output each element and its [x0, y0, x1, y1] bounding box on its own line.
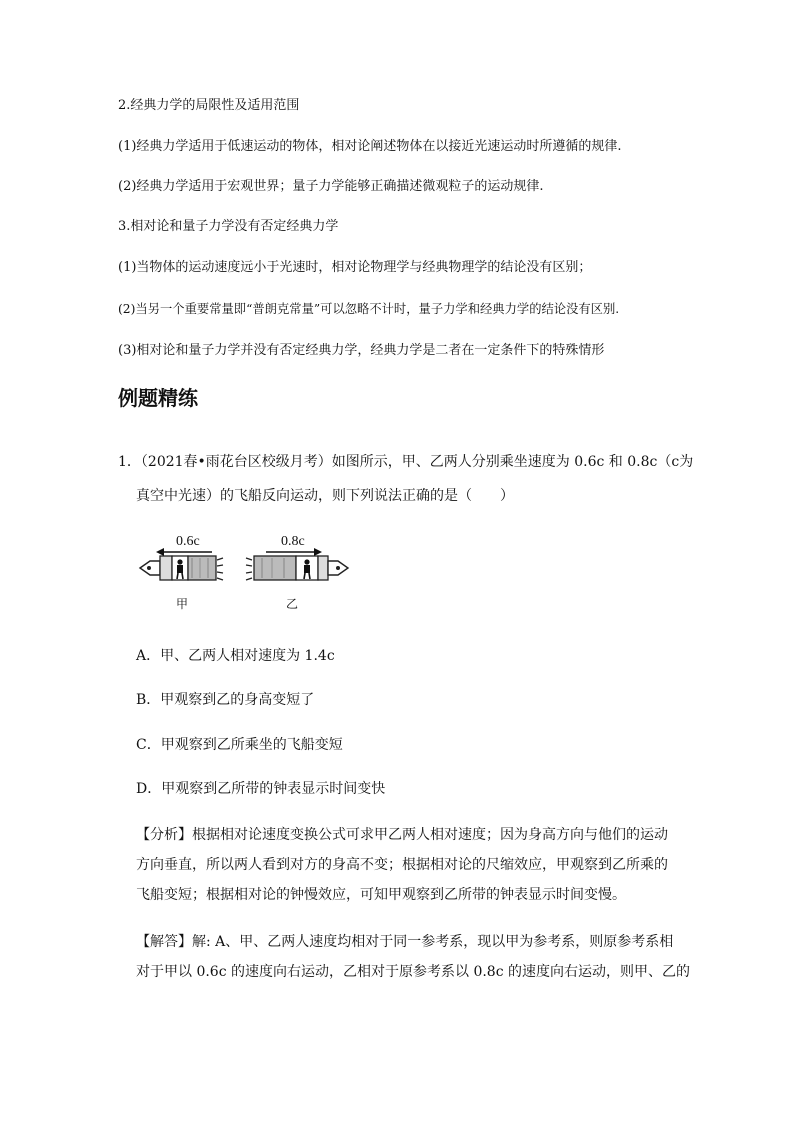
option-c: C．甲观察到乙所乘坐的飞船变短 [136, 737, 343, 753]
analysis-line1: 【分析】根据相对论速度变换公式可求甲乙两人相对速度；因为身高方向与他们的运动 [136, 827, 668, 843]
section3-title: 3.相对论和量子力学没有否定经典力学 [118, 219, 339, 234]
left-spaceship [140, 556, 223, 580]
solution-line2: 对于甲以 0.6c 的速度向右运动，乙相对于原参考系以 0.8c 的速度向右运动，则甲、乙的 [136, 964, 691, 980]
spaceship-diagram [136, 528, 356, 618]
right-spaceship [246, 556, 348, 580]
section2-title: 2.经典力学的局限性及适用范围 [118, 98, 300, 113]
section3-item2: (2)当另一个重要常量即“普朗克常量”可以忽略不计时，量子力学和经典力学的结论没有区别. [118, 302, 620, 316]
question-line2: 真空中光速）的飞船反向运动，则下列说法正确的是（ ） [136, 488, 514, 504]
option-a: A．甲、乙两人相对速度为 1.4c [136, 648, 335, 664]
left-speed-label: 0.6c [176, 534, 200, 549]
right-speed-label: 0.8c [281, 534, 305, 549]
section2-item2: (2)经典力学适用于宏观世界；量子力学能够正确描述微观粒子的运动规律. [118, 179, 544, 194]
solution-line1: 【解答】解: A、甲、乙两人速度均相对于同一参考系，现以甲为参考系，则原参考系相 [136, 934, 674, 950]
analysis-line2: 方向垂直，所以两人看到对方的身高不变；根据相对论的尺缩效应，甲观察到乙所乘的 [136, 857, 668, 873]
option-b: B．甲观察到乙的身高变短了 [136, 692, 315, 708]
section3-item3: (3)相对论和量子力学并没有否定经典力学，经典力学是二者在一定条件下的特殊情形 [118, 343, 605, 358]
option-d: D．甲观察到乙所带的钟表显示时间变快 [136, 781, 386, 797]
section3-item1: (1)当物体的运动速度远小于光速时，相对论物理学与经典物理学的结论没有区别； [118, 260, 592, 275]
analysis-line3: 飞船变短；根据相对论的钟慢效应，可知甲观察到乙所带的钟表显示时间变慢。 [136, 887, 626, 903]
left-person-label: 甲 [176, 597, 189, 611]
left-arrow-head [156, 548, 164, 556]
right-arrow-head [314, 548, 322, 556]
section2-item1: (1)经典力学适用于低速运动的物体，相对论阐述物体在以接近光速运动时所遵循的规律. [118, 139, 622, 154]
spaceship-figure [136, 528, 356, 618]
examples-heading: 例题精练 [118, 386, 198, 410]
question-line1: 1．（2021春•雨花台区校级月考）如图所示，甲、乙两人分别乘坐速度为 0.6c 和 0.8c（c为 [118, 454, 694, 470]
right-person-label: 乙 [286, 597, 299, 611]
